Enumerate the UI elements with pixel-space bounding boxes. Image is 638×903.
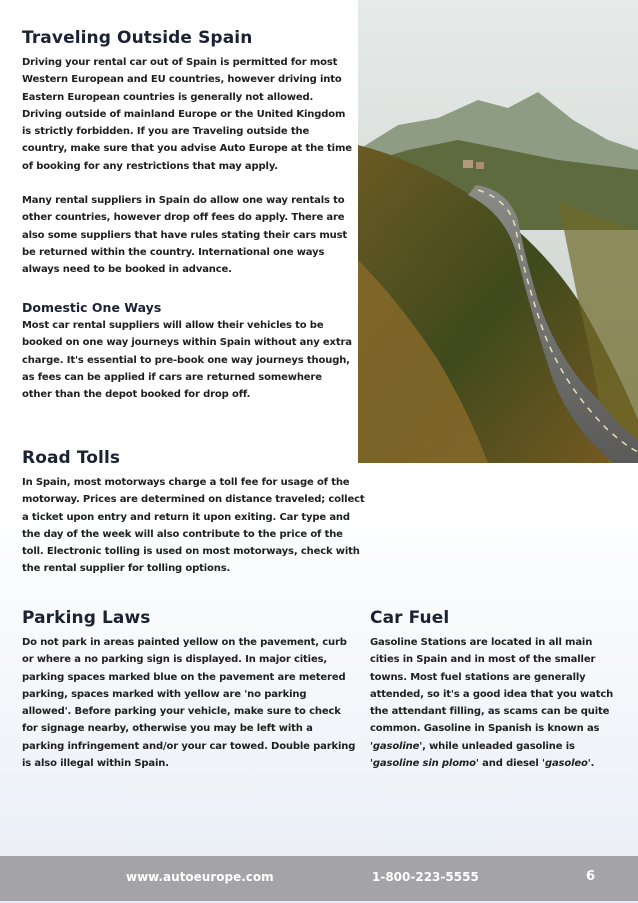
term-diesel: 'gasoleo' (542, 758, 591, 770)
section-title: Parking Laws (22, 608, 151, 628)
term-unleaded: 'gasoline sin plomo' (370, 758, 479, 770)
section-outside-spain (22, 28, 352, 279)
section-road-tolls (22, 448, 367, 578)
footer-website-link[interactable]: www.autoeurope.com (126, 870, 274, 884)
term-gasoline: 'gasoline' (370, 740, 423, 752)
text-run: , while unleaded gasoline is (422, 740, 575, 752)
section-title: Road Tolls (22, 448, 121, 468)
section-car-fuel (370, 608, 615, 772)
section-parking-laws (22, 608, 357, 772)
text-run: Gasoline Stations are located in all main cities in Spain and in most of the smaller towns. Most fuel stations are generally attended, so it's a good idea that you watch the attendant filling, as scams can be quite common. Gasoline in Spanish is known as (370, 637, 614, 735)
page-footer (0, 856, 638, 901)
paragraph (370, 634, 615, 772)
paragraph: Driving your rental car out of Spain is permitted for most Western European and EU countries, however driving into Eastern European countries is generally not allowed. Driving outside of mainland Europe or the United Kingdom is strictly forbidden. If you are Traveling outside the country, make sure that you advise Auto Europe at the time of booking for any restrictions that may apply. (22, 57, 352, 172)
paragraph: Many rental suppliers in Spain do allow one way rentals to other countries, however drop off fees do apply. There are also some suppliers that have rules stating their cars must be returned within the country. International one ways always need to be booked in advance. (22, 195, 348, 276)
section-title: Car Fuel (370, 608, 450, 628)
winding-road-photo (358, 0, 638, 463)
paragraph: Most car rental suppliers will allow their vehicles to be booked on one way journeys within Spain without any extra charge. It's essential to pre-book one way journeys though, as fees can be applied if cars are returned somewhere other than the depot booked for drop off. (22, 320, 352, 401)
text-run: and diesel (478, 758, 543, 770)
page-number: 6 (586, 869, 596, 884)
section-domestic-one-ways (22, 300, 352, 403)
paragraph: In Spain, most motorways charge a toll fee for usage of the motorway. Prices are determined on distance traveled; collect a ticket upon entry and return it upon exiting. Car type and the day of the week will also contribute to the price of the toll. Electronic tolling is used on most motorways, check with the rental supplier for tolling options. (22, 477, 365, 575)
paragraph: Do not park in areas painted yellow on the pavement, curb or where a no parking sign is displayed. In major cities, parking spaces marked blue on the pavement are metered parking, spaces marked with yellow are 'no parking allowed'. Before parking your vehicle, make sure to check for signage nearby, otherwise you may be left with a parking infringement and/or your car towed. Double parking is also illegal within Spain. (22, 637, 356, 770)
section-subtitle: Domestic One Ways (22, 300, 162, 315)
footer-phone[interactable]: 1-800-223-5555 (372, 870, 479, 884)
text-run: . (590, 758, 595, 770)
section-title: Traveling Outside Spain (22, 28, 253, 48)
